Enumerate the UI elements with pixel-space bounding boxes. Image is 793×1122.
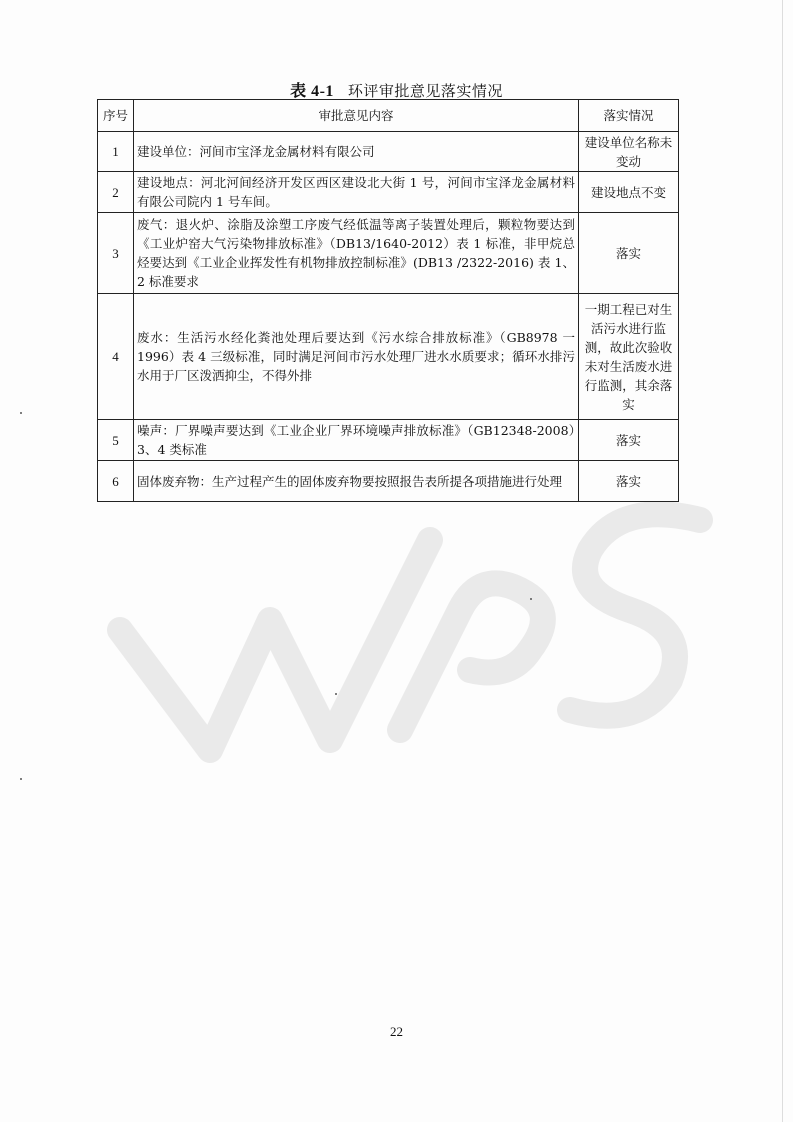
table-caption — [0, 78, 793, 101]
scan-edge-line — [782, 0, 783, 1122]
table-number: 表 4-1 — [290, 83, 334, 100]
scan-speck — [530, 598, 532, 600]
table-row — [98, 294, 679, 420]
row-content: 废气：退火炉、涂脂及涂塑工序废气经低温等离子装置处理后，颗粒物要达到《工业炉窑大气污染物排放标准》（DB13/1640-2012）表 1 标准，非甲烷总烃要达到《工业企业挥发性有机物排放控制标准》(DB13 /2322-2016) 表 1、2 标准要求 — [134, 213, 579, 294]
scan-speck — [335, 693, 337, 695]
row-no: 5 — [98, 420, 134, 461]
scan-speck — [20, 778, 22, 780]
row-content: 废水：生活污水经化粪池处理后要达到《污水综合排放标准》（GB8978 一 1996）表 4 三级标准，同时满足河间市污水处理厂进水水质要求；循环水排污水用于厂区泼洒抑尘，不得外排 — [134, 294, 579, 420]
table-title: 环评审批意见落实情况 — [347, 82, 503, 100]
row-status: 落实 — [579, 420, 679, 461]
row-content: 建设单位：河间市宝泽龙金属材料有限公司 — [134, 132, 579, 172]
table-row — [98, 172, 679, 213]
row-status: 落实 — [579, 213, 679, 294]
row-no: 2 — [98, 172, 134, 213]
header-status: 落实情况 — [579, 100, 679, 132]
header-content: 审批意见内容 — [134, 100, 579, 132]
approval-opinion-table — [97, 99, 679, 502]
table-row — [98, 420, 679, 461]
wps-watermark-logo — [100, 500, 720, 780]
row-content: 固体废弃物：生产过程产生的固体废弃物要按照报告表所提各项措施进行处理 — [134, 461, 579, 502]
row-status: 落实 — [579, 461, 679, 502]
row-no: 3 — [98, 213, 134, 294]
table-header-row — [98, 100, 679, 132]
scan-speck — [20, 412, 22, 414]
row-status: 建设单位名称未变动 — [579, 132, 679, 172]
row-content: 建设地点：河北河间经济开发区西区建设北大街 1 号，河间市宝泽龙金属材料有限公司院内 1 号车间。 — [134, 172, 579, 213]
row-no: 1 — [98, 132, 134, 172]
row-status: 一期工程已对生活污水进行监测，故此次验收未对生活废水进行监测，其余落实 — [579, 294, 679, 420]
table-row — [98, 461, 679, 502]
table-row — [98, 132, 679, 172]
row-no: 4 — [98, 294, 134, 420]
row-no: 6 — [98, 461, 134, 502]
row-content: 噪声：厂界噪声要达到《工业企业厂界环境噪声排放标准》（GB12348-2008）3、4 类标准 — [134, 420, 579, 461]
table-row — [98, 213, 679, 294]
page-number: 22 — [390, 1024, 403, 1039]
row-status: 建设地点不变 — [579, 172, 679, 213]
header-no: 序号 — [98, 100, 134, 132]
